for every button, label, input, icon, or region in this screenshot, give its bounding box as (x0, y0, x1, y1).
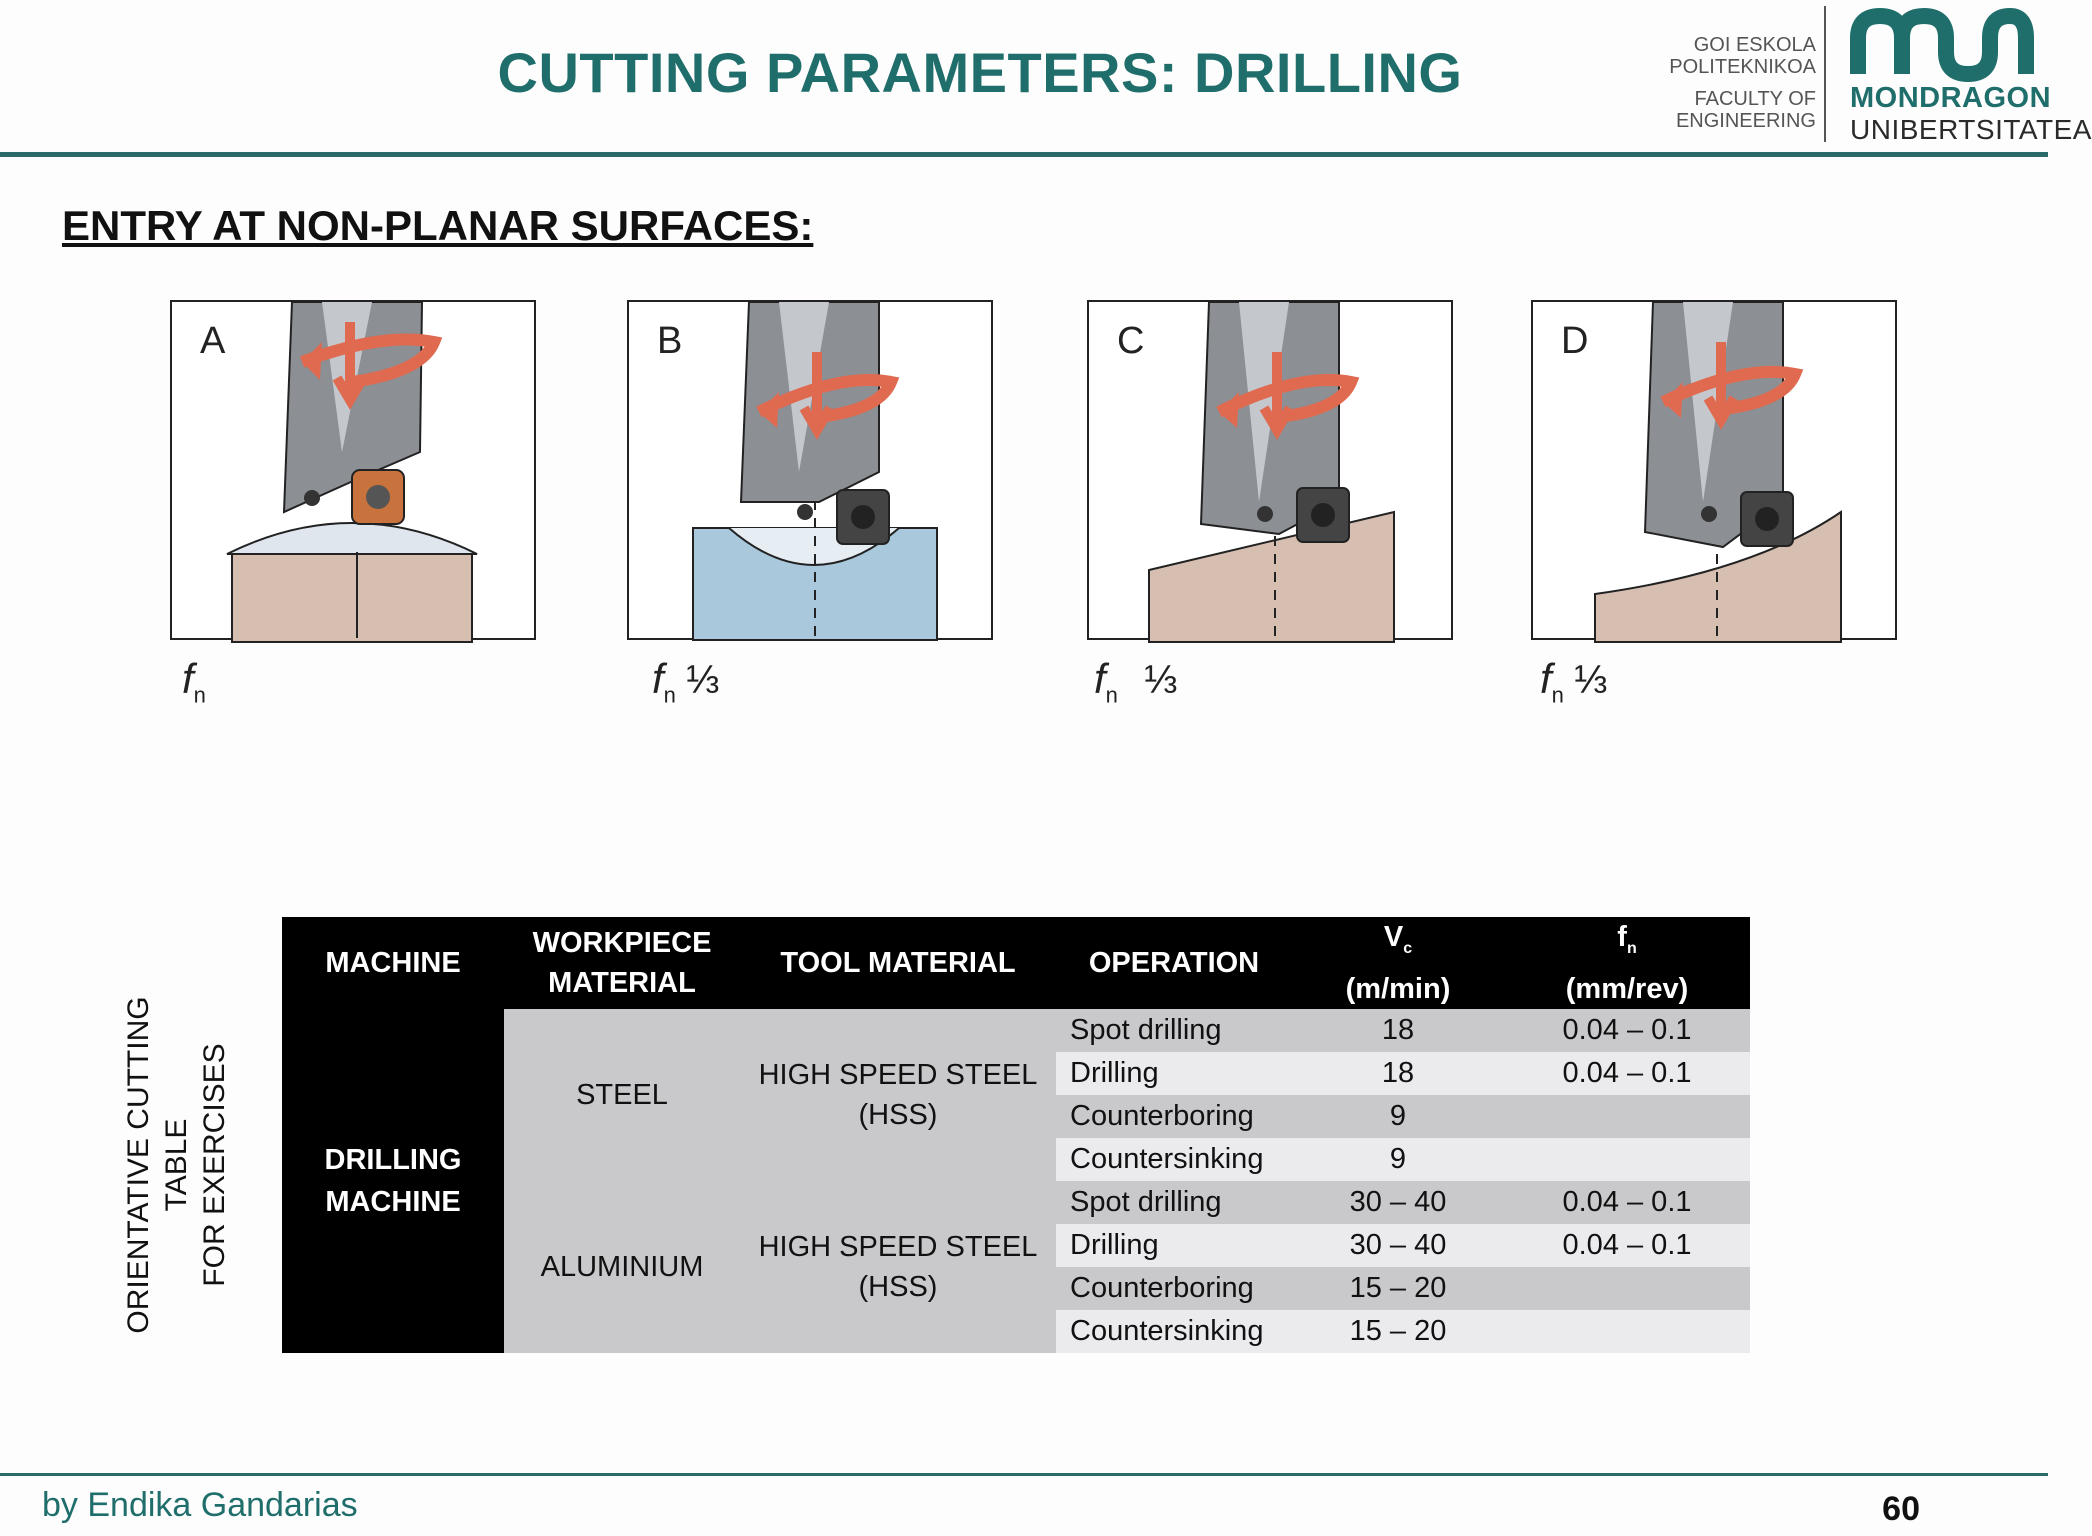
operation-cell: Spot drilling (1070, 1186, 1222, 1218)
operation-cell: Counterboring (1070, 1100, 1254, 1132)
drill-panel-d (1531, 300, 1897, 640)
col-workpiece: WORKPIECE MATERIAL (504, 917, 740, 1009)
tool-cell: HIGH SPEED STEEL (HSS) (740, 1009, 1056, 1181)
vc-cell: 18 (1381, 1014, 1415, 1046)
drill-panel-a (170, 300, 536, 640)
fn-cell: 0.04 – 0.1 (1562, 1014, 1692, 1046)
vc-cell: 30 – 40 (1349, 1229, 1447, 1261)
fn-cell: 0.04 – 0.1 (1562, 1229, 1692, 1261)
fn-cell: 0.04 – 0.1 (1562, 1186, 1692, 1218)
feed-label-d: $f_n$ ⅓ (1540, 655, 1608, 708)
operation-cell: Drilling (1070, 1057, 1159, 1089)
section-title: ENTRY AT NON-PLANAR SURFACES: (62, 202, 814, 249)
operation-cell: Drilling (1070, 1229, 1159, 1261)
side-label: ORIENTATIVE CUTTING TABLE FOR EXERCISES (122, 996, 231, 1334)
fn-cell: 0.04 – 0.1 (1562, 1057, 1692, 1089)
panel-letter: C (1117, 320, 1145, 362)
vc-cell: 9 (1389, 1100, 1407, 1132)
feed-label-b: $f_n$ ⅓ (652, 655, 720, 708)
tool-cell: HIGH SPEED STEEL (HSS) (740, 1181, 1056, 1353)
university-name: MONDRAGON UNIBERTSITATEA (1850, 82, 2092, 145)
drill-panel-b (627, 300, 993, 640)
logo-divider (1824, 6, 1826, 142)
feed-label-a: $f_n$ (182, 655, 206, 708)
footer-rule (0, 1473, 2048, 1476)
page-number: 60 (1882, 1490, 1920, 1528)
panel-letter: A (200, 320, 226, 362)
fn-cell (1504, 1095, 1750, 1138)
drill-convex-icon (629, 302, 991, 638)
operation-cell: Countersinking (1070, 1143, 1264, 1175)
fn-cell (1504, 1310, 1750, 1353)
col-machine: MACHINE (282, 917, 504, 1009)
drill-flat-curved-icon (172, 302, 534, 638)
machine-cell: DRILLING MACHINE (282, 1009, 504, 1353)
drill-panel-c (1087, 300, 1453, 640)
panel-letter: D (1561, 320, 1589, 362)
col-tool-material: TOOL MATERIAL (740, 917, 1056, 1009)
col-fn: $f_n$ (mm/rev) (1504, 917, 1750, 1009)
mondragon-logo-icon (1850, 8, 2030, 78)
fn-cell (1504, 1267, 1750, 1310)
material-cell: STEEL (504, 1009, 740, 1181)
vc-cell: 15 – 20 (1349, 1272, 1447, 1304)
operation-cell: Spot drilling (1070, 1014, 1222, 1046)
author-credit: by Endika Gandarias (42, 1486, 358, 1524)
vc-cell: 9 (1389, 1143, 1407, 1175)
material-cell: ALUMINIUM (504, 1181, 740, 1353)
page-title: CUTTING PARAMETERS: DRILLING (497, 41, 1463, 104)
fn-cell (1504, 1138, 1750, 1181)
vc-cell: 30 – 40 (1349, 1186, 1447, 1218)
table-header-row (282, 917, 1750, 1009)
cutting-table (282, 917, 1750, 1353)
panel-letter: B (657, 320, 683, 362)
operation-cell: Countersinking (1070, 1315, 1264, 1347)
vc-cell: 18 (1381, 1057, 1415, 1089)
faculty-text: GOI ESKOLA POLITEKNIKOA FACULTY OF ENGINEERING (1669, 34, 1816, 132)
feed-label-c: $f_n$ ⅓ (1094, 655, 1178, 708)
operation-cell: Counterboring (1070, 1272, 1254, 1304)
col-vc: $V_c$ (m/min) (1292, 917, 1504, 1009)
col-operation: OPERATION (1056, 917, 1292, 1009)
header-rule (0, 152, 2048, 157)
vc-cell: 15 – 20 (1349, 1315, 1447, 1347)
table-row (282, 1009, 1750, 1052)
